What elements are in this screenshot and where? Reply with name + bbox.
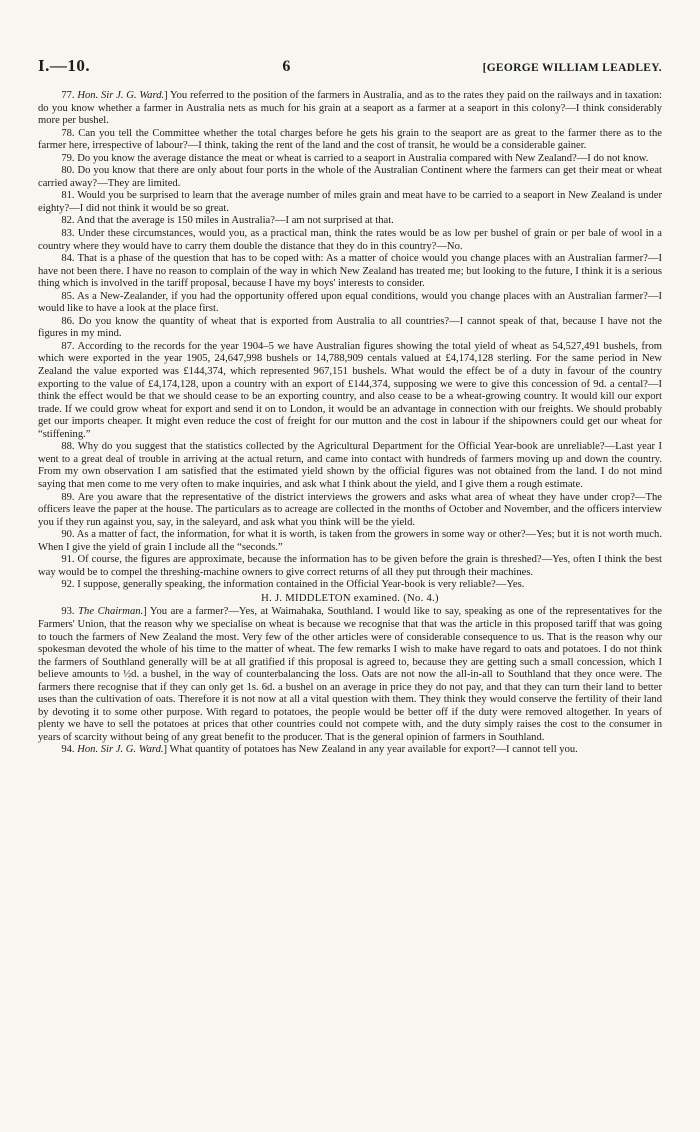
question-paragraph (38, 606, 662, 744)
question-paragraph (38, 253, 662, 291)
question-paragraph (38, 529, 662, 554)
paper-reference: I.—10. (38, 56, 91, 75)
witness-heading: H. J. MIDDLETON examined. (No. 4.) (261, 592, 439, 604)
question-text: As a New-Zealander, if you had the opportunity offered upon equal conditions, would you change places with an Australian farmer?—I would like to have a look at the place first. (38, 290, 662, 315)
question-text: Do you know the quantity of wheat that is exported from Australia to all countries?—I cannot speak of that, because I have not the figures in my mind. (38, 315, 662, 340)
question-number: 90. (61, 529, 75, 541)
question-paragraph (38, 492, 662, 530)
question-text: ] You referred to the position of the farmers in Australia, and as to the rates they paid on the railways and in taxation: do you know whether a farmer in Australia nets as much for his grain at a seaport as a farmer at a seaport in this colony?—I think considerably more per bushel. (38, 90, 662, 127)
question-text: According to the records for the year 1904–5 we have Australian figures showing the total yield of wheat as 54,527,491 bushels, from which were exported in the year 1905, 24,647,998 bushels or 14,788,909 centals valued at £4,174,128 sterling. For the same period in New Zealand the value exported was £144,374, which represented 967,151 bushels. What would the effect be of a duty in favour of the country exporting to the value of £4,174,128, upon a country with an export of £144,374, supposing we were to give this concession of 9d. a cental?—I think the effect would be that we should cease to be an exporting country, and also cease to be a wheat-growing country. It would kill our export trade. If we could grow wheat for export and send it on to London, it would be an advantage in connection with our freights. We should probably get our imports cheaper. It might even reduce the cost of freight for our mutton and the cost in labour if the shipowners could get our wheat for “stiffening.” (38, 340, 662, 440)
question-number: 81. (61, 190, 75, 202)
question-paragraph (38, 228, 662, 253)
page-header (38, 56, 662, 76)
question-number: 94. (61, 744, 75, 756)
question-paragraph (38, 165, 662, 190)
question-number: 82. (61, 215, 75, 227)
question-text: And that the average is 150 miles in Australia?—I am not surprised at that. (76, 215, 394, 227)
witness-name: [GEORGE WILLIAM LEADLEY. (482, 62, 662, 74)
question-paragraph (38, 90, 662, 128)
question-number: 91. (61, 554, 75, 566)
question-paragraph (38, 441, 662, 491)
question-number: 79. (61, 152, 75, 164)
question-text: Would you be surprised to learn that the average number of miles grain and meat have to be carried to a seaport in New Zealand is under eighty?—I did not think it would be so great. (38, 190, 662, 214)
question-paragraph (38, 128, 662, 153)
speaker-name: The Chairman. (78, 606, 144, 618)
question-paragraph (38, 190, 662, 215)
question-paragraph (38, 744, 662, 757)
question-number: 78. (61, 127, 75, 139)
question-number: 92. (61, 579, 75, 591)
question-text: Of course, the figures are approximate, because the information has to be given before the grain is threshed?—Yes, often I think the best way would be to compel the threshing-machine owners to give correct returns of all they put through their machines. (38, 554, 662, 578)
question-number: 88. (61, 441, 75, 453)
testimony-section-middleton (38, 606, 662, 757)
question-text: Are you aware that the representative of the district interviews the growers and asks what area of wheat they have under crop?—The officers leave the paper at the house. The particulars as to acreage are collected in the months of October and November, and the officers interview you if they run against you, say, in the saleyard, and ask what you think will be the yield. (38, 491, 662, 528)
question-number: 83. (61, 228, 75, 240)
question-text: Can you tell the Committee whether the total charges before he gets his grain to the seaport are as great to the farmer there as to the farmer here, irrespective of labour?—I think, taking the rent of the land and the cost of transit, he would be a considerable gainer. (38, 127, 663, 152)
question-number: 80. (61, 165, 75, 177)
question-number: 77. (61, 90, 75, 101)
question-paragraph (38, 316, 662, 341)
question-text: As a matter of fact, the information, for what it is worth, is taken from the growers in some way or other?—Yes; but it is not worth much. When I give the yield of grain I include all the “seconds.” (38, 529, 662, 553)
question-text: That is a phase of the question that has to be coped with: As a matter of choice would you change places with an Australian farmer?—I have not been there. I have no reason to complain of the way in which New Zealand has treated me; but looking to the future, I think it is a serious thing which is involved in the tariff proposal, because I have my boys' interests to consider. (38, 253, 662, 290)
speaker-name: Hon. Sir J. G. Ward. (77, 744, 164, 756)
question-number: 87. (61, 340, 75, 352)
question-text: Under these circumstances, would you, as a practical man, think the rates would be as low per bushel of grain or per bale of wool in a country where they would have to carry them double the distance that they do in this country?—No. (38, 228, 663, 252)
question-text: Do you know the average distance the meat or wheat is carried to a seaport in Australia compared with New Zealand?—I do not know. (77, 152, 649, 164)
question-paragraph (38, 215, 662, 228)
question-paragraph (38, 554, 662, 579)
question-paragraph (38, 341, 662, 441)
question-number: 84. (61, 253, 75, 265)
question-number: 93. (61, 606, 75, 618)
document-body (38, 90, 662, 757)
question-paragraph (38, 579, 662, 592)
question-number: 85. (61, 290, 75, 302)
question-number: 86. (61, 315, 75, 327)
page-number: 6 (282, 58, 291, 75)
question-paragraph (38, 153, 662, 166)
testimony-section-leadley (38, 90, 662, 592)
question-text: I suppose, generally speaking, the information contained in the Official Year-book is very reliable?—Yes. (77, 579, 525, 591)
question-text: Why do you suggest that the statistics collected by the Agricultural Department for the Official Year-book are unreliable?—Last year I went to a great deal of trouble in arriving at the actual return, and came into contact with hundreds of farmers moving up and down the country. From my own observation I am satisfied that the estimated yield shown by the official figures was not obtained from the land. I do not mind saying that men come to me very often to make inquiries, and ask what I think about the yield, and I give them a rough estimate. (38, 441, 662, 490)
question-text: Do you know that there are only about four ports in the whole of the Australian Continent where the farmers can get their meat or wheat carried away?—They are limited. (38, 165, 662, 189)
speaker-name: Hon. Sir J. G. Ward. (77, 90, 165, 101)
question-number: 89. (61, 491, 75, 503)
question-text: ] You are a farmer?—Yes, at Waimahaka, Southland. I would like to say, speaking as one of the representatives for the Farmers' Union, that the reason why we specialise on wheat is because we recognise that that was the article in this proposed tariff that was going to touch the farmers of New Zealand the most. Very few of the other articles were of considerable consequence to us. That is the reason why our spokesman devoted the whole of his time to the matter of wheat. The few remarks I wish to make have regard to oats and potatoes. I do not think the farmers of Southland generally will be at all gratified if this proposal is agreed to, because they are getting such a small concession, which I believe amounts to ½d. a bushel, in the way of counterbalancing the loss. Oats are not now the all-in-all to Southland that they once were. The farmers there recognise that if they can only get 1s. 6d. a bushel on an average in price they do not pay, and that they can turn their land to better uses than the cultivation of oats. Therefore it is not now at all a vital question with them. They think they would conserve the fertility of their land by devoting it to some other purpose. With regard to potatoes, the people would be better off if the duty were removed altogether. In years of plenty we have to sell the potatoes at prices that other countries could not compete with, and the duty simply raises the cost to the consumer in years of scarcity without being of any great benefit to the producer. That is the general opinion of farmers in Southland. (38, 606, 662, 743)
question-text: ] What quantity of potatoes has New Zealand in any year available for export?—I cannot tell you. (163, 744, 578, 756)
question-paragraph (38, 291, 662, 316)
